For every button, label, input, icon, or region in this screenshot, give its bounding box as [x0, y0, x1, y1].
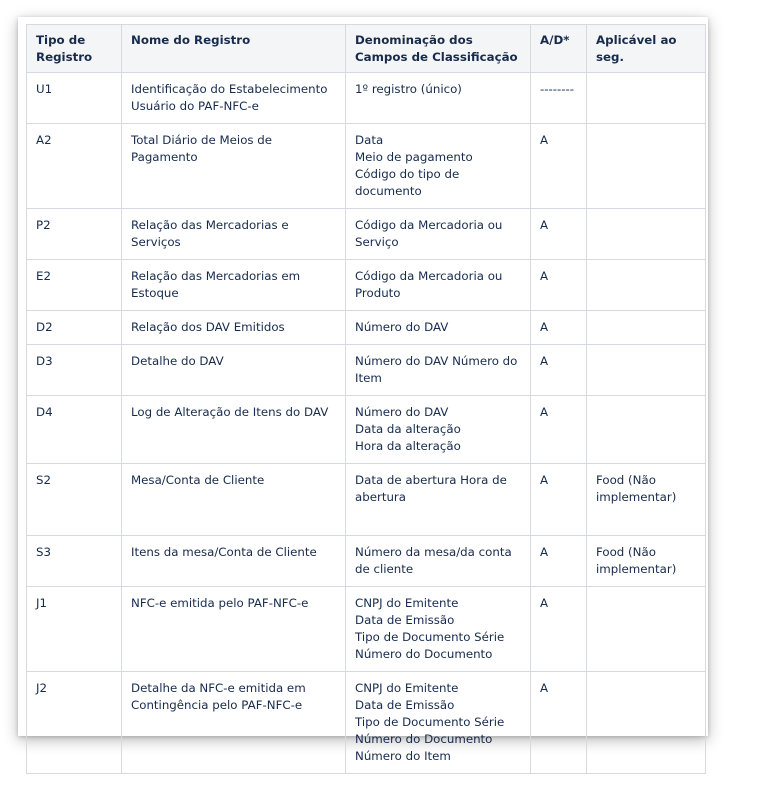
campo-line: CNPJ do Emitente	[355, 681, 459, 695]
cell-aplicavel	[587, 73, 706, 124]
cell-nome-registro: Total Diário de Meios de Pagamento	[122, 124, 346, 209]
cell-aplicavel	[587, 587, 706, 672]
cell-tipo-registro: D2	[27, 311, 122, 345]
cell-nome-registro: Detalhe da NFC-e emitida em Contingência pelo PAF-NFC-e	[122, 672, 346, 774]
cell-tipo-registro: E2	[27, 260, 122, 311]
cell-nome-registro: NFC-e emitida pelo PAF-NFC-e	[122, 587, 346, 672]
table-row	[27, 587, 706, 672]
campo-line: Data de Emissão	[355, 698, 455, 712]
table-row	[27, 464, 706, 536]
cell-a-d: A	[531, 464, 587, 536]
cell-aplicavel	[587, 209, 706, 260]
campo-line: 1º registro (único)	[355, 82, 462, 96]
cell-nome-registro: Identificação do Estabelecimento Usuário do PAF-NFC-e	[122, 73, 346, 124]
campo-line: CNPJ do Emitente	[355, 596, 459, 610]
cell-tipo-registro: P2	[27, 209, 122, 260]
cell-aplicavel	[587, 260, 706, 311]
campo-line: Data da alteração	[355, 422, 461, 436]
campo-line: Data de abertura Hora de abertura	[355, 473, 507, 504]
cell-tipo-registro: U1	[27, 73, 122, 124]
cell-tipo-registro: J1	[27, 587, 122, 672]
campo-line: Hora da alteração	[355, 439, 461, 453]
cell-a-d: A	[531, 124, 587, 209]
cell-a-d: A	[531, 260, 587, 311]
cell-denominacao-campos	[346, 345, 531, 396]
cell-nome-registro: Relação das Mercadorias em Estoque	[122, 260, 346, 311]
cell-a-d: A	[531, 209, 587, 260]
header-tipo-registro: Tipo de Registro	[27, 25, 122, 73]
table-header-row	[27, 25, 706, 73]
cell-denominacao-campos	[346, 587, 531, 672]
table-row	[27, 260, 706, 311]
cell-aplicavel	[587, 345, 706, 396]
cell-aplicavel	[587, 672, 706, 774]
table-row	[27, 73, 706, 124]
cell-a-d: A	[531, 672, 587, 774]
table-row	[27, 311, 706, 345]
table-row	[27, 672, 706, 774]
cell-a-d: A	[531, 396, 587, 464]
table-row	[27, 209, 706, 260]
cell-nome-registro: Mesa/Conta de Cliente	[122, 464, 346, 536]
header-denominacao-campos: Denominação dos Campos de Classificação	[346, 25, 531, 73]
campo-line: Código do tipo de documento	[355, 167, 460, 198]
cell-denominacao-campos	[346, 260, 531, 311]
cell-nome-registro: Relação dos DAV Emitidos	[122, 311, 346, 345]
registros-table	[26, 24, 706, 774]
cell-denominacao-campos	[346, 124, 531, 209]
cell-nome-registro: Relação das Mercadorias e Serviços	[122, 209, 346, 260]
campo-line: Data de Emissão	[355, 613, 455, 627]
cell-tipo-registro: D4	[27, 396, 122, 464]
table-row	[27, 124, 706, 209]
cell-aplicavel: Food (Não implementar)	[587, 464, 706, 536]
cell-tipo-registro: D3	[27, 345, 122, 396]
campo-line: Tipo de Documento Série	[355, 715, 505, 729]
table-card	[18, 17, 708, 763]
cell-denominacao-campos	[346, 396, 531, 464]
cell-aplicavel: Food (Não implementar)	[587, 536, 706, 587]
table-row	[27, 536, 706, 587]
campo-line: Meio de pagamento	[355, 150, 473, 164]
campo-line: Data	[355, 133, 384, 147]
campo-line: Código da Mercadoria ou Serviço	[355, 218, 503, 249]
table-row	[27, 345, 706, 396]
campo-line: Número do DAV Número do Item	[355, 354, 518, 385]
cell-denominacao-campos	[346, 536, 531, 587]
cell-tipo-registro: S2	[27, 464, 122, 536]
cell-denominacao-campos	[346, 209, 531, 260]
header-nome-registro: Nome do Registro	[122, 25, 346, 73]
campo-line: Número do Documento	[355, 732, 493, 746]
cell-a-d: A	[531, 536, 587, 587]
cell-nome-registro: Detalhe do DAV	[122, 345, 346, 396]
cell-aplicavel	[587, 124, 706, 209]
campo-line: Número do DAV	[355, 320, 449, 334]
cell-tipo-registro: A2	[27, 124, 122, 209]
table-row	[27, 396, 706, 464]
header-aplicavel: Aplicável ao seg.	[587, 25, 706, 73]
campo-line: Número da mesa/da conta de cliente	[355, 545, 512, 576]
cell-a-d: A	[531, 345, 587, 396]
cell-denominacao-campos	[346, 311, 531, 345]
cell-tipo-registro: S3	[27, 536, 122, 587]
cell-nome-registro: Itens da mesa/Conta de Cliente	[122, 536, 346, 587]
campo-line: Número do Documento	[355, 647, 493, 661]
cell-denominacao-campos	[346, 464, 531, 536]
cell-a-d: A	[531, 587, 587, 672]
header-a-d: A/D*	[531, 25, 587, 73]
campo-line: Tipo de Documento Série	[355, 630, 505, 644]
cell-a-d: A	[531, 311, 587, 345]
cell-aplicavel	[587, 311, 706, 345]
cell-aplicavel	[587, 396, 706, 464]
cell-a-d: --------	[531, 73, 587, 124]
campo-line: Código da Mercadoria ou Produto	[355, 269, 503, 300]
cell-nome-registro: Log de Alteração de Itens do DAV	[122, 396, 346, 464]
campo-line: Número do DAV	[355, 405, 449, 419]
campo-line: Número do Item	[355, 749, 451, 763]
cell-denominacao-campos	[346, 672, 531, 774]
cell-tipo-registro: J2	[27, 672, 122, 774]
cell-denominacao-campos	[346, 73, 531, 124]
